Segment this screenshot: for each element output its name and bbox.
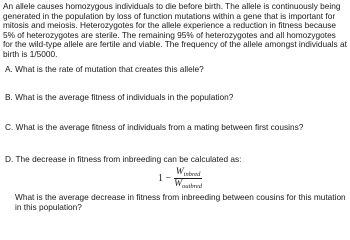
formula-fraction	[172, 167, 204, 190]
question-b-text: What is the average fitness of individuals in the population?	[15, 92, 234, 103]
question-b-letter: B.	[5, 92, 13, 103]
inbreeding-formula	[15, 166, 347, 192]
formula-denominator	[172, 179, 204, 190]
question-a-text: What is the rate of mutation that creates this allele?	[15, 63, 204, 74]
question-c-letter: C.	[5, 121, 14, 132]
formula-one-minus: 1 −	[157, 173, 172, 185]
question-d	[3, 155, 347, 165]
question-d-letter: D.	[5, 154, 14, 165]
question-d-text: The decrease in fitness from inbreeding can be calculated as:	[15, 154, 242, 165]
problem-intro: An allele causes homozygous individuals to die before birth. The allele is continuously being generated in the population by loss of function mutations within a gene that is important for mitosis and meiosis. Heterozygotes for the allele experience a reduction in fitness because 5% of heterozygotes are sterile. The remaining 95% of heterozygotes and all homozygotes for the wild-type allele are fertile and viable. The frequency of the allele amongst individuals at birth is 1/5000.	[3, 1, 347, 59]
question-c	[3, 123, 347, 133]
formula-numerator-base: W	[175, 167, 184, 178]
question-a-letter: A.	[5, 63, 13, 74]
question-b	[3, 93, 347, 103]
question-d-followup: What is the average decrease in fitness from inbreeding between cousins for this mutation in this population?	[15, 191, 346, 212]
problem-document	[3, 2, 347, 212]
formula-denominator-base: W	[174, 179, 183, 190]
formula-numerator-sub: inbred	[183, 171, 201, 179]
question-c-text: What is the average fitness of individuals from a mating between first cousins?	[15, 121, 304, 132]
question-a	[3, 65, 347, 75]
formula-denominator-sub: outbred	[182, 183, 203, 191]
formula-numerator	[174, 167, 203, 179]
